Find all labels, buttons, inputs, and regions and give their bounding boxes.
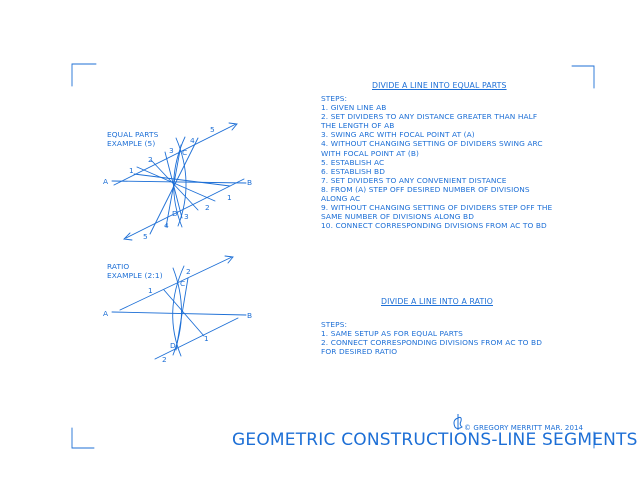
equal-parts-caption: [107, 130, 158, 148]
step-line: 10. CONNECT CORRESPONDING DIVISIONS FROM AC TO BD: [321, 221, 547, 231]
lower-number: 1: [204, 334, 209, 343]
steps-label: STEPS:: [321, 94, 348, 103]
lower-number: 2: [205, 203, 210, 212]
step-line: 9. WITHOUT CHANGING SETTING OF DIVIDERS STEP OFF THE: [321, 203, 553, 213]
step-line: 1. SAME SETUP AS FOR EQUAL PARTS: [321, 329, 463, 339]
label-b: B: [247, 178, 253, 187]
step-line: 3. SWING ARC WITH FOCAL POINT AT (A): [321, 130, 475, 140]
label-c: C: [180, 279, 186, 288]
upper-number: 4: [190, 136, 195, 145]
step-line: ALONG AC: [321, 194, 361, 204]
lower-number: 1: [227, 193, 232, 202]
upper-number: 1: [148, 286, 153, 295]
step-line: 7. SET DIVIDERS TO ANY CONVENIENT DISTANCE: [321, 175, 507, 185]
lower-number: 3: [184, 212, 189, 221]
step-line: FOR DESIRED RATIO: [321, 347, 398, 357]
lower-number: 5: [143, 232, 148, 241]
step-line: SAME NUMBER OF DIVISIONS ALONG BD: [321, 212, 474, 222]
step-line: 2. SET DIVIDERS TO ANY DISTANCE GREATER THAN HALF: [321, 112, 538, 122]
step-line: 1. GIVEN LINE AB: [321, 103, 387, 113]
ratio-steps: [321, 320, 542, 356]
lower-number: 4: [164, 221, 169, 230]
label-d: D: [170, 341, 176, 350]
label-c: C: [182, 148, 188, 157]
caption-line: EXAMPLE (5): [107, 139, 156, 149]
label-a: A: [103, 309, 109, 318]
step-line: 5. ESTABLISH AC: [321, 157, 385, 167]
line-ab: [112, 312, 246, 315]
author-credit: © GREGORY MERRITT MAR. 2014: [464, 424, 584, 432]
equal-parts-heading: DIVIDE A LINE INTO EQUAL PARTS: [372, 81, 507, 90]
step-line: THE LENGTH OF AB: [321, 121, 395, 131]
upper-number: 1: [129, 166, 134, 175]
caption-line: EQUAL PARTS: [107, 130, 159, 139]
step-line: 6. ESTABLISH BD: [321, 166, 385, 176]
step-line: 8. FROM (A) STEP OFF DESIRED NUMBER OF DIVISIONS: [321, 184, 530, 194]
page-title: GEOMETRIC CONSTRUCTIONS-LINE SEGMENTS: [232, 430, 638, 450]
caption-line: EXAMPLE (2:1): [107, 271, 163, 281]
label-b: B: [247, 311, 253, 320]
upper-number: 3: [169, 146, 174, 155]
label-a: A: [103, 177, 109, 186]
ratio-heading: DIVIDE A LINE INTO A RATIO: [381, 297, 493, 306]
step-line: WITH FOCAL POINT AT (B): [321, 148, 419, 158]
upper-number: 5: [210, 125, 215, 134]
label-d: D: [172, 209, 178, 218]
upper-number: 2: [148, 155, 153, 164]
lower-number: 2: [162, 355, 167, 364]
caption-line: RATIO: [107, 262, 130, 271]
upper-number: 2: [186, 267, 191, 276]
line-ab: [112, 181, 246, 183]
step-line: 4. WITHOUT CHANGING SETTING OF DIVIDERS SWING ARC: [321, 139, 543, 149]
author-logo-mark: [454, 414, 462, 430]
steps-label: STEPS:: [321, 320, 348, 329]
step-line: 2. CONNECT CORRESPONDING DIVISIONS FROM AC TO BD: [321, 338, 542, 348]
ray-bd: [155, 318, 238, 359]
ratio-caption: [107, 262, 163, 280]
equal-parts-steps: [321, 94, 552, 230]
